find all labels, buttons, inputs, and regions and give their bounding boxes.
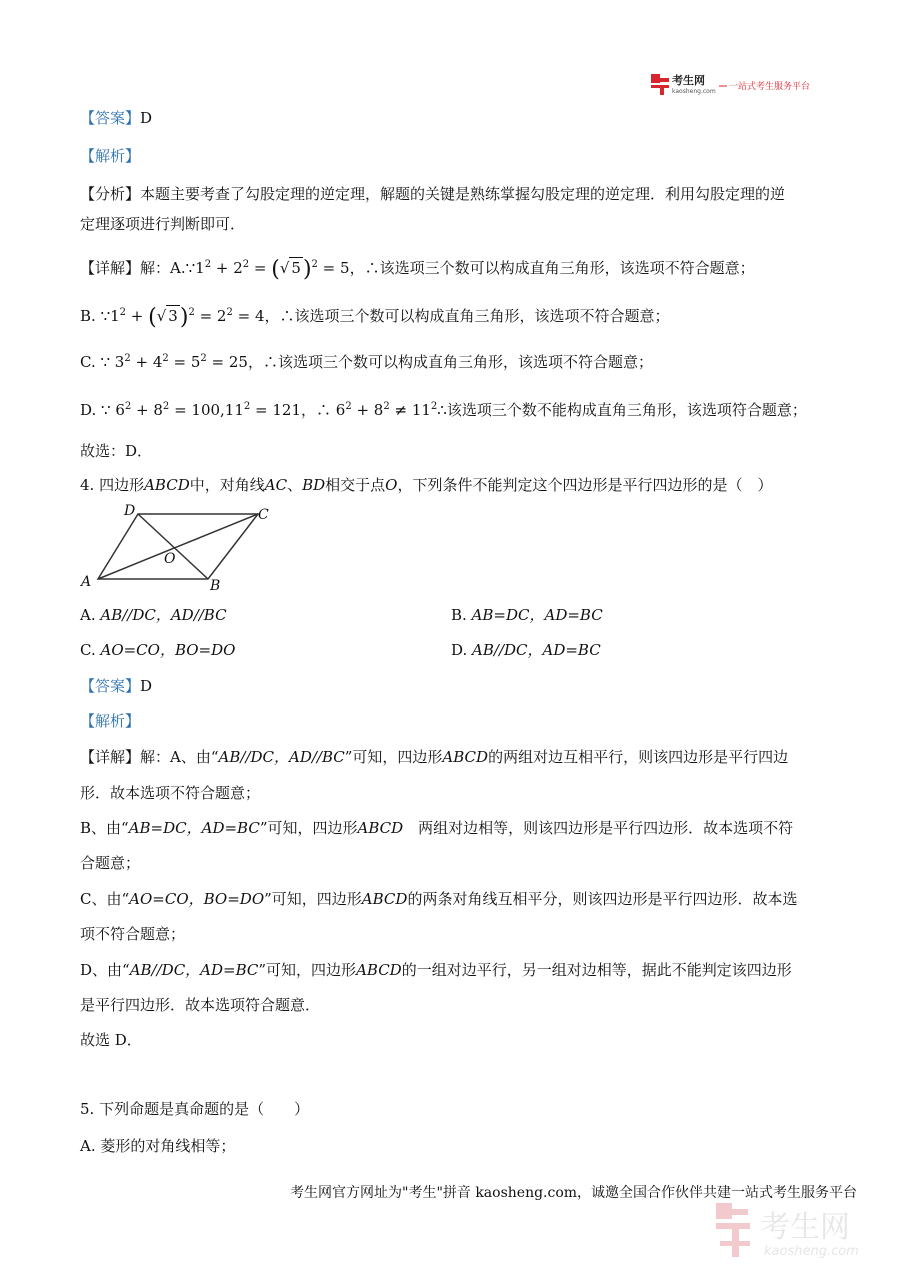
q4-detail-d-line1 [80, 960, 792, 980]
c-cond: AO=CO，BO=DO [129, 890, 265, 908]
d-abcd: ABCD [356, 961, 402, 979]
q4-option-d [451, 640, 601, 660]
q4-stem-bd: BD [302, 476, 326, 494]
option-c-letter: C. [80, 641, 101, 659]
detail-a-formula: $\because 1^2 + 2^2$ = (√ 5)$^2$ = 5 [185, 257, 350, 282]
q4-option-b [451, 605, 603, 625]
q3-detail-b [80, 305, 670, 328]
label-d: D [124, 503, 136, 519]
logo-slogan: 一站式考生服务平台 [729, 82, 811, 92]
q5-stem: 5. 下列命题是真命题的是（ ） [80, 1100, 310, 1118]
q4-answer [80, 676, 152, 696]
label-b: B [210, 578, 221, 593]
q4-option-c [80, 640, 235, 660]
label-o: O [164, 551, 176, 567]
a-post: 的两组对边互相平行，则该四边形是平行四边 [488, 748, 789, 766]
q4-option-a [80, 605, 227, 625]
logo-brand-en: kaosheng.com [672, 88, 716, 95]
option-d-text: AB//DC，AD=BC [472, 641, 601, 659]
logo-brand-cn: 考生网 [672, 74, 705, 87]
q4-detail-b-line1 [80, 818, 793, 838]
a-cond: AB//DC，AD//BC [218, 748, 345, 766]
footer-text: 考生网官方网址为"考生"拼音 kaosheng.com，诚邀全国合作伙伴共建一站式考生服务平台 [290, 1185, 858, 1201]
q4-choose: 故选 D． [80, 1031, 142, 1049]
q4-stem-prefix: 4. 四边形 [80, 476, 145, 494]
q4-detail-a-line2: 形．故本选项不符合题意； [80, 784, 261, 802]
watermark-brand-cn: 考生网 [760, 1210, 850, 1245]
c-post: 的两条对角线互相平分，则该四边形是平行四边形．故本选 [407, 890, 798, 908]
b-mid: ”可知，四边形 [259, 819, 358, 837]
label-c: C [258, 507, 269, 523]
option-c-text: AO=CO，BO=DO [100, 641, 236, 659]
q4-detail-d-line2: 是平行四边形．故本选项符合题意． [80, 996, 321, 1014]
c-abcd: ABCD [361, 890, 408, 908]
q4-stem-ac: AC [264, 476, 288, 494]
detail-d-formula: ∵ $6^2 + 8^2 = 100,11^2 = 121$，∴ $6^2 + 8^2 \ne 11^2$ [101, 401, 438, 419]
q3-detail-c [80, 352, 653, 372]
detail-c-formula: ∵ $3^2 + 4^2 = 5^2 = 25$ [100, 353, 248, 371]
q3-detail-a [80, 257, 755, 280]
d-pre: D、由“ [80, 961, 130, 979]
option-b-text: AB=DC，AD=BC [471, 606, 603, 624]
q3-answer [80, 108, 152, 128]
watermark-mark [716, 1203, 750, 1257]
c-mid: ”可知，四边形 [264, 890, 362, 908]
detail-b-conclusion: ，∴该选项三个数可以构成直角三角形，该选项不符合题意； [264, 307, 670, 325]
q3-fenxi-line1 [80, 184, 785, 204]
detail-tag: 【详解】 [80, 259, 141, 277]
q4-stem-o: O [385, 476, 398, 494]
kaosheng-watermark [716, 1197, 886, 1263]
answer-tag: 【答案】 [80, 677, 141, 695]
b-abcd: ABCD [357, 819, 404, 837]
q4-stem-sep: 、 [287, 476, 303, 494]
diagonal-ac [98, 514, 258, 579]
q4-stem-abcd: ABCD [144, 476, 190, 494]
option-a-letter: A. [80, 606, 101, 624]
a-mid: ”可知，四边形 [344, 748, 443, 766]
answer-value: D [140, 109, 153, 127]
q3-fenxi-line2: 定理逐项进行判断即可． [80, 215, 246, 233]
d-mid: ”可知，四边形 [258, 961, 357, 979]
d-cond: AB//DC，AD=BC [129, 961, 259, 979]
b-post: 两组对边相等，则该四边形是平行四边形．故本选项不符 [403, 819, 794, 837]
q4-detail-a-line1 [80, 747, 788, 767]
b-pre: B、由“ [80, 819, 129, 837]
option-a-text: AB//DC，AD//BC [100, 606, 227, 624]
detail-a-prefix: 解：A. [140, 259, 186, 277]
q4-analysis-tag: 【解析】 [80, 712, 141, 730]
q3-detail-d [80, 400, 807, 420]
option-d-letter: D. [451, 641, 473, 659]
detail-a-conclusion: ，∴该选项三个数可以构成直角三角形，该选项不符合题意； [349, 259, 755, 277]
fenxi-text: 本题主要考查了勾股定理的逆定理，解题的关键是熟练掌握勾股定理的逆定理．利用勾股定理的逆 [140, 185, 786, 203]
a-pre: 解：A、由“ [140, 748, 219, 766]
detail-b-formula: $\because 1^2$ + (√ $3)^2 = 2^2 = 4$ [100, 305, 265, 330]
q3-analysis-tag: 【解析】 [80, 147, 141, 165]
logo-mark-square [651, 74, 660, 83]
q4-detail-b-line2: 合题意； [80, 854, 141, 872]
detail-b-prefix: B. [80, 307, 101, 325]
answer-tag: 【答案】 [80, 109, 141, 127]
detail-c-prefix: C. [80, 353, 101, 371]
c-pre: C、由“ [80, 890, 130, 908]
detail-d-conclusion: ∴该选项三个数不能构成直角三角形，该选项符合题意； [437, 401, 807, 419]
kaosheng-logo [651, 72, 816, 96]
option-b-letter: B. [451, 606, 472, 624]
q5-option-a: A. 菱形的对角线相等； [80, 1137, 236, 1155]
q4-detail-c-line1 [80, 889, 797, 909]
q3-choose: 故选：D． [80, 442, 153, 460]
diagonal-bd [138, 514, 208, 579]
q4-stem-mid2: 相交于点 [325, 476, 386, 494]
q4-stem-suffix: ，下列条件不能判定这个四边形是平行四边形的是（ ） [397, 476, 773, 494]
a-abcd: ABCD [442, 748, 489, 766]
answer-value: D [140, 677, 153, 695]
fenxi-tag: 【分析】 [80, 185, 141, 203]
detail-c-conclusion: ，∴该选项三个数可以构成直角三角形，该选项不符合题意； [247, 353, 653, 371]
parallelogram-diagram [78, 499, 278, 593]
q4-detail-c-line2: 项不符合题意； [80, 925, 186, 943]
q4-stem [80, 475, 772, 495]
b-cond: AB=DC，AD=BC [128, 819, 260, 837]
watermark-brand-en: kaosheng.com [764, 1244, 859, 1259]
q4-stem-mid1: 中，对角线 [189, 476, 265, 494]
detail-tag: 【详解】 [80, 748, 141, 766]
label-a: A [81, 574, 92, 590]
d-post: 的一组对边平行，另一组对边相等，据此不能判定该四边形 [401, 961, 792, 979]
detail-d-prefix: D. [80, 401, 102, 419]
